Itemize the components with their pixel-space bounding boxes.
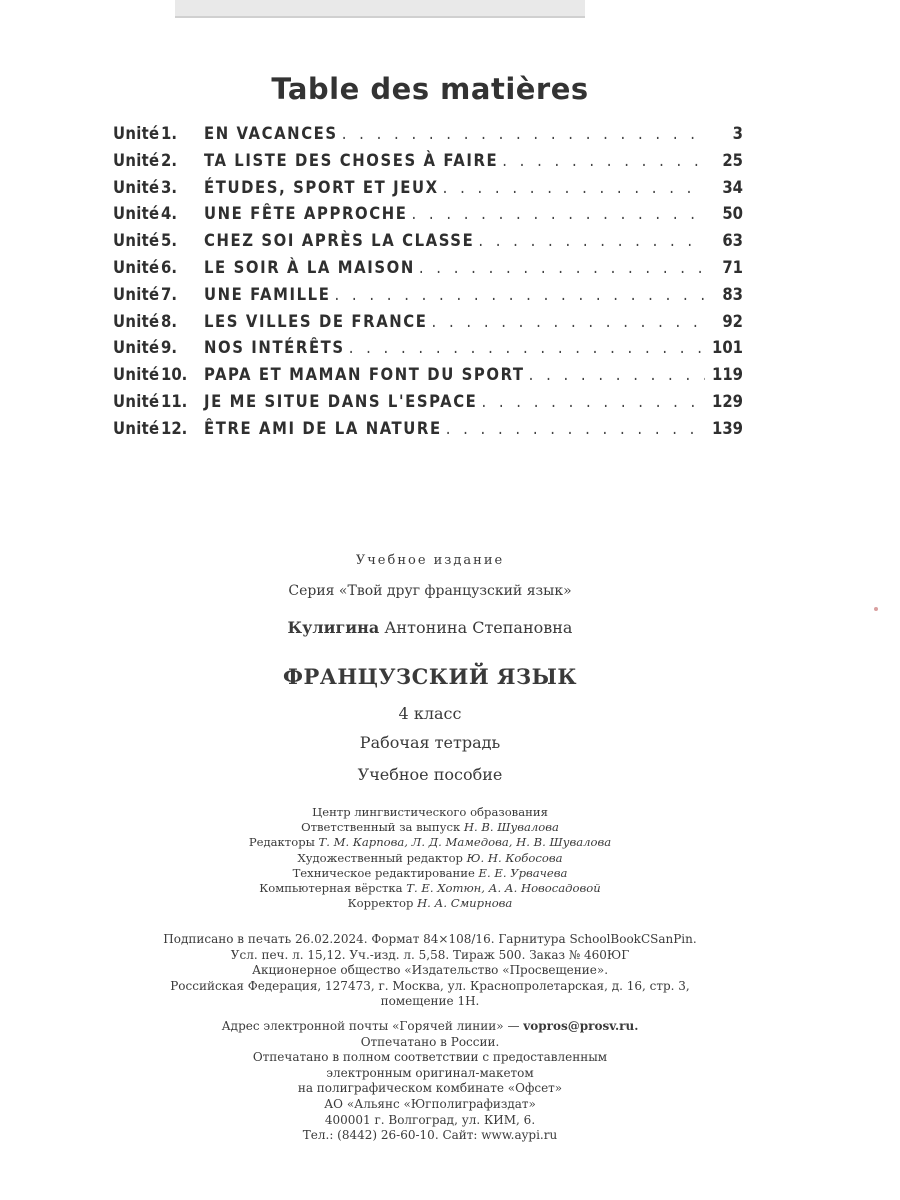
toc-page-number: 92 [722, 311, 743, 331]
credit-line [0, 881, 860, 896]
toc-unit-label: Unité [113, 391, 160, 411]
credit-line [0, 820, 860, 835]
toc-entry [113, 231, 743, 258]
credit-line [0, 805, 860, 820]
toc-unit-label: Unité [113, 204, 160, 224]
print-speck [874, 607, 878, 611]
toc-entry [113, 365, 743, 392]
toc-leader-dots [446, 419, 705, 438]
printed-line-1: Отпечатано в полном соответствии с предоставленным [252, 1050, 608, 1065]
edition-type: Учебное издание [355, 553, 505, 568]
table-of-contents [113, 124, 743, 446]
printed-in-line: Отпечатано в России. [360, 1034, 500, 1049]
workbook-line: Рабочая тетрадь [359, 733, 501, 752]
credit-names: Ю. Н. Кобосова [466, 850, 563, 865]
toc-unit-label: Unité [113, 365, 160, 385]
toc-entry [113, 392, 743, 419]
toc-page-number: 139 [712, 418, 743, 438]
top-edge-strip [175, 0, 585, 18]
credit-role: Редакторы [248, 835, 315, 850]
toc-leader-dots [502, 151, 705, 170]
toc-entry [113, 178, 743, 205]
toc-unit-number: 10. [161, 365, 188, 385]
printing-info [0, 932, 860, 1144]
toc-unit-number: 6. [161, 257, 177, 277]
toc-unit-number: 1. [161, 124, 177, 143]
toc-unit-name: EN VACANCES [204, 124, 338, 143]
toc-page-number: 3 [732, 124, 743, 143]
toc-unit-number: 8. [161, 311, 177, 331]
author-surname: Кулигина [287, 618, 380, 637]
toc-leader-dots [478, 231, 705, 250]
manual-line: Учебное пособие [357, 765, 503, 784]
printer-contacts: Тел.: (8442) 26-60-10. Сайт: www.aypi.ru [302, 1128, 558, 1143]
toc-title: Table des matières [271, 72, 589, 106]
credit-names: Н. В. Шувалова [463, 820, 559, 835]
toc-unit-name: PAPA ET MAMAN FONT DU SPORT [204, 365, 525, 385]
toc-unit-number: 11. [161, 391, 188, 411]
toc-unit-number: 12. [161, 418, 188, 438]
toc-unit-label: Unité [113, 311, 160, 331]
credit-role: Корректор [347, 896, 414, 911]
toc-unit-name: JE ME SITUE DANS L'ESPACE [204, 391, 478, 411]
credit-role: Центр лингвистического образования [312, 805, 548, 819]
toc-page-number: 83 [722, 284, 743, 304]
credit-role: Художественный редактор [297, 850, 463, 865]
printer-address: 400001 г. Волгоград, ул. КИМ, 6. [324, 1112, 536, 1127]
toc-unit-label: Unité [113, 124, 160, 143]
credit-line [0, 835, 860, 850]
toc-entry [113, 124, 743, 151]
toc-leader-dots [432, 312, 705, 331]
printed-line-3: на полиграфическом комбинате «Офсет» [297, 1081, 563, 1096]
toc-unit-name: ÉTUDES, SPORT ET JEUX [204, 177, 439, 197]
signed-line: Подписано в печать 26.02.2024. Формат 84×108/16. Гарнитура SchoolBookCSanPin. [163, 932, 697, 946]
credit-role: Техническое редактирование [292, 865, 475, 880]
credit-line [0, 866, 860, 881]
toc-entry [113, 312, 743, 339]
publisher-line: Акционерное общество «Издательство «Просвещение». [251, 963, 609, 978]
email-address: vopros@prosv.ru. [523, 1018, 639, 1033]
toc-leader-dots [443, 178, 705, 197]
toc-leader-dots [334, 285, 705, 304]
toc-unit-name: UNE FÊTE APPROCHE [204, 204, 408, 224]
toc-unit-label: Unité [113, 284, 160, 304]
toc-unit-label: Unité [113, 150, 160, 170]
toc-page-number: 101 [712, 338, 743, 358]
credit-role: Ответственный за выпуск [301, 820, 461, 835]
email-line [0, 1019, 860, 1035]
toc-leader-dots [481, 392, 705, 411]
series-line: Серия «Твой друг французский язык» [288, 583, 572, 599]
toc-page-number: 119 [712, 365, 743, 385]
toc-unit-name: UNE FAMILLE [204, 284, 331, 304]
email-prefix: Адрес электронной почты «Горячей линии» — [221, 1018, 520, 1033]
toc-unit-name: TA LISTE DES CHOSES À FAIRE [204, 150, 499, 170]
toc-entry [113, 338, 743, 365]
toc-entry [113, 258, 743, 285]
toc-entry [113, 204, 743, 231]
toc-leader-dots [419, 258, 705, 277]
address-line-2: помещение 1Н. [380, 994, 480, 1009]
credits-block [0, 805, 860, 911]
toc-unit-number: 4. [161, 204, 177, 224]
toc-page-number: 50 [722, 204, 743, 224]
toc-page-number: 63 [722, 231, 743, 251]
toc-leader-dots [349, 338, 705, 357]
toc-unit-number: 9. [161, 338, 177, 358]
printed-line-2: электронным оригинал-макетом [326, 1065, 534, 1080]
toc-unit-label: Unité [113, 338, 160, 358]
toc-page-number: 34 [722, 177, 743, 197]
toc-unit-name: LE SOIR À LA MAISON [204, 257, 415, 277]
toc-leader-dots [411, 204, 705, 223]
toc-unit-label: Unité [113, 177, 160, 197]
author-line [0, 618, 860, 637]
book-title: ФРАНЦУЗСКИЙ ЯЗЫК [283, 664, 577, 689]
credit-role: Компьютерная вёрстка [259, 881, 403, 896]
toc-leader-dots [529, 365, 705, 384]
credit-line [0, 851, 860, 866]
credit-names: Т. М. Карпова, Л. Д. Мамедова, Н. В. Шувалова [318, 835, 612, 850]
toc-unit-number: 7. [161, 284, 177, 304]
toc-entry [113, 151, 743, 178]
toc-unit-label: Unité [113, 231, 160, 251]
toc-unit-name: ÊTRE AMI DE LA NATURE [204, 418, 442, 438]
toc-unit-name: CHEZ SOI APRÈS LA CLASSE [204, 231, 475, 251]
toc-unit-label: Unité [113, 418, 160, 438]
toc-unit-name: LES VILLES DE FRANCE [204, 311, 428, 331]
toc-unit-label: Unité [113, 257, 160, 277]
toc-unit-name: NOS INTÉRÊTS [204, 338, 345, 358]
toc-unit-number: 3. [161, 177, 177, 197]
toc-entry [113, 419, 743, 446]
toc-page-number: 71 [722, 257, 743, 277]
toc-leader-dots [342, 124, 705, 143]
address-line-1: Российская Федерация, 127473, г. Москва, ул. Краснопролетарская, д. 16, стр. 3, [170, 978, 690, 993]
toc-unit-number: 5. [161, 231, 177, 251]
toc-entry [113, 285, 743, 312]
printer-name: АО «Альянс «Югполиграфиздат» [324, 1096, 536, 1111]
volume-line: Усл. печ. л. 15,12. Уч.-изд. л. 5,58. Тираж 500. Заказ № 460ЮГ [230, 947, 630, 962]
credit-names: Н. А. Смирнова [417, 896, 513, 911]
grade-line: 4 класс [398, 704, 462, 723]
credit-names: Е. Е. Урвачева [478, 865, 568, 880]
credit-line [0, 896, 860, 911]
toc-page-number: 129 [712, 391, 743, 411]
author-given-names: Антонина Степановна [384, 618, 573, 637]
toc-page-number: 25 [722, 150, 743, 170]
credit-names: Т. Е. Хотюн, А. А. Новосадовой [406, 881, 601, 896]
toc-unit-number: 2. [161, 150, 177, 170]
